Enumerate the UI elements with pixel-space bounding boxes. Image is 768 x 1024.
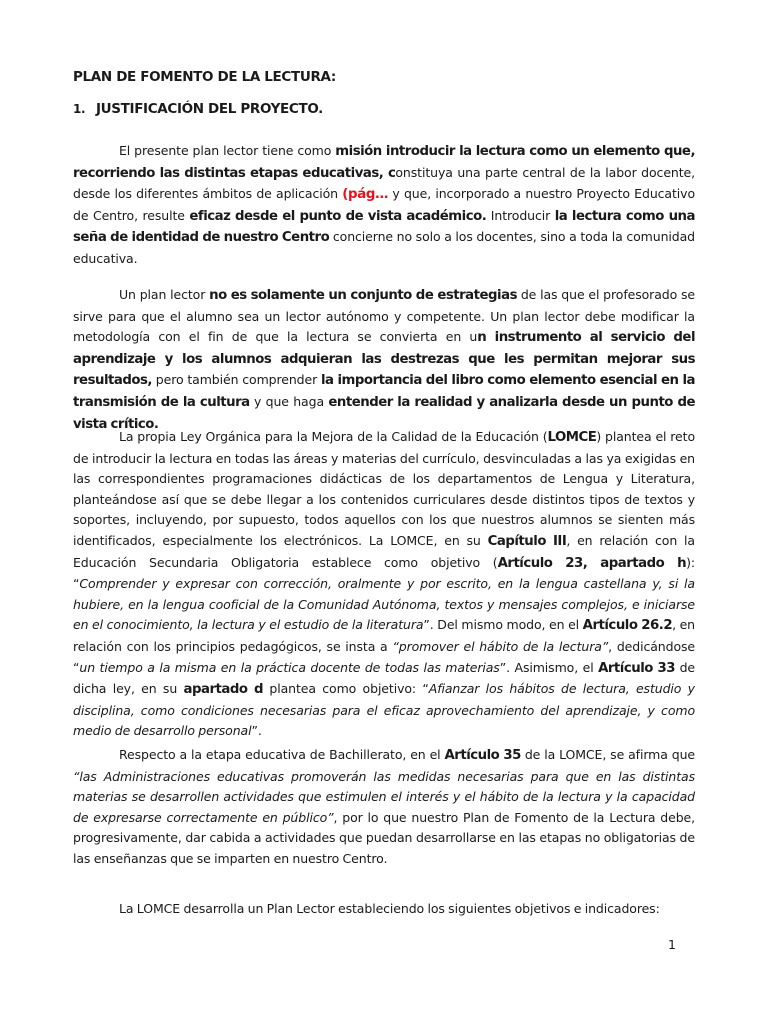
p3-bold-articulo-33: Artículo 33: [598, 660, 676, 676]
paragraph-mision: [73, 141, 695, 270]
section-label: JUSTIFICACIÓN DEL PROYECTO.: [96, 101, 323, 117]
p3-text-u: ”.: [251, 723, 262, 739]
paragraph-objetivos: [73, 899, 695, 920]
paragraph-bachillerato: [73, 745, 695, 870]
paragraph-plan-lector: [73, 285, 695, 435]
p3-text-e: , en relación con la Educación Secundaria Obligatoria establece como objetivo (: [73, 532, 695, 570]
p3-quote-comprender: Comprender y expresar con corrección, oralmente y por escrito, en la lengua castellana y, si la hubiere, en la lengua cooficial de la Comunidad Autónoma, textos y mensajes complejos, e iniciarse en el conocimiento, la lectura y el estudio de la literatura: [73, 576, 695, 633]
p3-text-s: plantea como objetivo: “: [263, 681, 429, 697]
page-number: 1: [668, 937, 676, 952]
p2-bold-instrumento: n instrumento al servicio del aprendizaje y los alumnos adquieran las destrezas que les permitan mejorar sus resultados,: [73, 330, 695, 389]
p1-text-c: onstituya una parte central de la labor docente, desde los diferentes ámbitos de aplicación: [73, 164, 695, 202]
p1-text-f: Introducir: [486, 207, 555, 223]
p1-text-h: concierne no solo a los docentes, sino a toda la comunidad educativa.: [73, 229, 695, 266]
p4-bold-articulo-35: Artículo 35: [444, 748, 521, 763]
p3-text-o: ”. Asimismo, el: [499, 659, 599, 675]
p3-text-q: de dicha ley, en su: [73, 659, 695, 697]
p3-text-c: ) plantea el reto de introducir la lectura en todas las áreas y materias del currículo, desvinculadas a las ya exigidas en las correspondientes programaciones didácticas de los departamentos de Lengua y Literatura, planteándose así que se debe llegar a los contenidos curriculares desde distintos tipos de textos y soportes, incluyendo, por supuesto, todos aquellos con los que nuestros alumnos se sienten más identificados, especialmente los electrónicos. La LOMCE, en su: [73, 429, 696, 548]
p2-text-g: y que haga: [249, 393, 329, 409]
p3-bold-capitulo: Capítulo III: [487, 533, 567, 549]
p3-text-g: ): “: [73, 554, 695, 592]
paragraph-lomce: [73, 427, 695, 742]
p2-text-c: de las que el profesorado se sirve para que el alumno sea un lector autónomo y competente. Un plan lector debe modificar la metodología con el fin de que la lectura se convierta en u: [73, 287, 695, 345]
p4-text-e: , por lo que nuestro Plan de Fomento de la Lectura debe, progresivamente, dar cabida a actividades que puedan desarrollarse en las etapas no obligatorias de las enseñanzas que se imparten en nuestro Centro.: [73, 809, 696, 866]
p3-quote-promover: “promover el hábito de la lectura”: [392, 638, 609, 654]
p4-text-a: Respecto a la etapa educativa de Bachillerato, en el: [119, 747, 445, 762]
p5-text-a: La LOMCE desarrolla un Plan Lector estableciendo los siguientes objetivos e indicadores:: [119, 901, 660, 916]
p3-bold-apartado-d: apartado d: [183, 682, 264, 698]
p3-bold-lomce: LOMCE: [547, 430, 597, 445]
p2-bold-estrategias: no es solamente un conjunto de estrategias: [209, 288, 517, 303]
p1-text-d: y que, incorporado a nuestro Proyecto Educativo de Centro, resulte: [73, 186, 695, 223]
section-heading: [73, 101, 323, 117]
p1-text-a: El presente plan lector tiene como: [119, 143, 336, 158]
page-reference-placeholder: (pág…: [342, 187, 389, 203]
p3-quote-tiempo: un tiempo a la misma en la práctica docente de todas las materias: [79, 659, 500, 675]
p4-text-c: de la LOMCE, se afirma que: [520, 747, 695, 762]
section-number: 1.: [73, 102, 86, 116]
p3-text-i: ”. Del mismo modo, en el: [423, 617, 583, 633]
p2-bold-libro: la importancia del libro como elemento esencial en la transmisión de la cultura: [73, 373, 695, 410]
p3-bold-articulo-23: Artículo 23, apartado h: [497, 555, 687, 571]
p1-bold-eficaz: eficaz desde el punto de vista académico.: [189, 208, 487, 224]
p3-quote-afianzar: Afianzar los hábitos de lectura, estudio y disciplina, como condiciones necesarias para el eficaz aprovechamiento del aprendizaje, y como medio de desarrollo personal: [73, 681, 695, 739]
p2-bold-realidad: entender la realidad y analizarla desde un punto de vista crítico.: [73, 394, 695, 432]
document-title: PLAN DE FOMENTO DE LA LECTURA:: [73, 69, 336, 85]
p1-bold-mision: misión introducir la lectura como un elemento que, recorriendo las distintas etapas educativas, c: [73, 144, 696, 181]
p4-quote-administraciones: “las Administraciones educativas promoverán las medidas necesarias para que en las distintas materias se desarrollen actividades que estimulen el interés y el hábito de la lectura y la capacidad de expresarse correctamente en público”: [73, 768, 695, 825]
p3-bold-articulo-26: Artículo 26.2: [582, 618, 673, 634]
p2-text-e: pero también comprender: [151, 372, 321, 388]
p3-text-k: , en relación con los principios pedagógicos, se insta a: [73, 617, 695, 654]
p3-text-a: La propia Ley Orgánica para la Mejora de la Calidad de la Educación (: [119, 429, 548, 444]
p1-bold-identidad: la lectura como una seña de identidad de nuestro Centro: [73, 208, 695, 246]
p2-text-a: Un plan lector: [119, 287, 210, 302]
p3-text-m: , dedicándose “: [73, 638, 695, 675]
